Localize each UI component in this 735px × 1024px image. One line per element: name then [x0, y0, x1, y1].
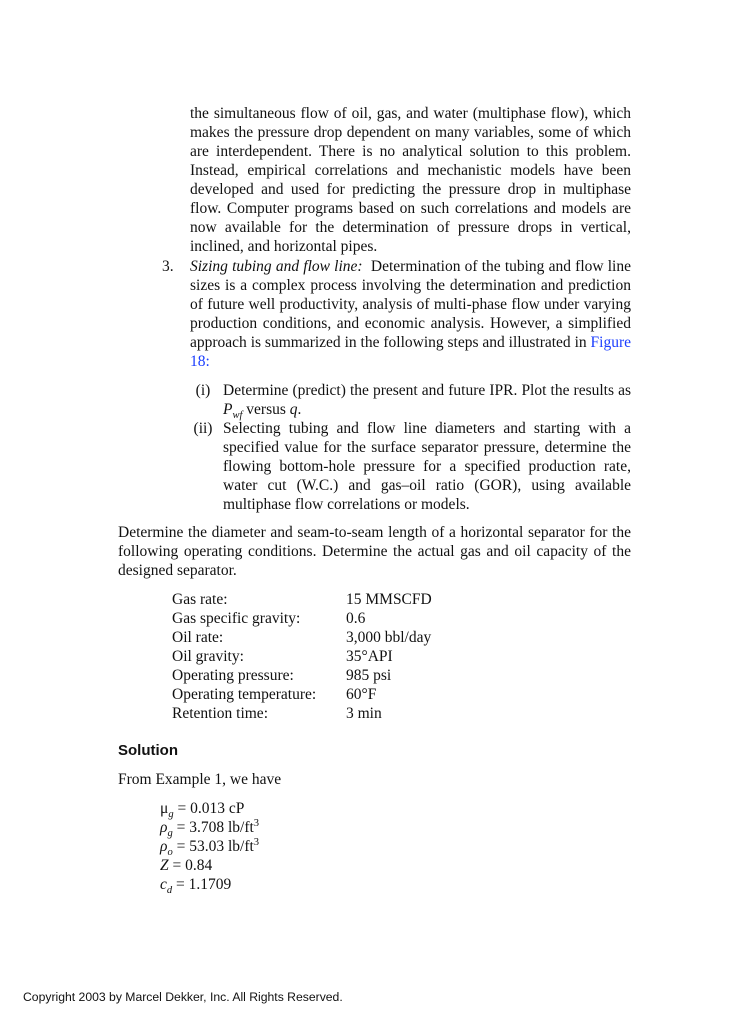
list-item-3 — [162, 257, 631, 371]
solution-heading: Solution — [118, 742, 178, 759]
condition-value: 3 min — [346, 705, 382, 723]
from-example-text: From Example 1, we have — [118, 771, 282, 788]
list-item-text: Determination of the tubing and flow line sizes is a complex process involving the determination and prediction of future well productivity, analysis of multi-phase flow under varying production conditions, and economic analysis. However, a simplified approach is summarized in the following steps and illustrated in — [190, 258, 631, 352]
continued-paragraph: the simultaneous flow of oil, gas, and water (multiphase flow), which makes the pressure drop dependent on many variables, some of which are interdependent. There is no analytical solution to this problem. Instead, empirical correlations and mechanistic models have been developed and used for predicting the pressure drop in multiphase flow. Computer programs based on such correlations and models are now available for the determination of pressure drops in vertical, inclined, and horizontal pipes. — [190, 105, 631, 256]
sub-item-text: Determine (predict) the present and future IPR. Plot the results as — [223, 382, 631, 399]
operating-conditions-table — [172, 590, 432, 723]
sub-item-ii — [185, 419, 631, 514]
sub-item-text-mid: versus — [246, 401, 286, 419]
list-item-body — [190, 257, 631, 371]
table-row — [172, 704, 432, 723]
condition-label: Operating temperature: — [172, 686, 317, 704]
sub-item-body: Determine (predict) the present and future IPR. Plot the results as $P_{wf}$ versus q. — [223, 382, 631, 422]
condition-label: Retention time: — [172, 705, 268, 723]
sub-item-numeral: (i) — [195, 382, 211, 399]
condition-label: Gas specific gravity: — [172, 610, 301, 628]
condition-value: 35°API — [346, 648, 393, 666]
variable-line: $c_d = 1.1709$ — [160, 876, 232, 897]
table-row — [172, 590, 432, 609]
condition-value: 985 psi — [346, 667, 392, 685]
condition-value: 3,000 bbl/day — [346, 629, 432, 647]
condition-label: Gas rate: — [172, 591, 228, 608]
condition-label: Oil rate: — [172, 629, 224, 647]
table-row — [172, 685, 432, 704]
condition-value: 0.6 — [346, 610, 366, 628]
copyright-footer: Copyright 2003 by Marcel Dekker, Inc. All Rights Reserved. — [23, 990, 343, 1004]
condition-value: 60°F — [346, 686, 377, 704]
list-item-title: Sizing tubing and flow line: — [190, 258, 363, 275]
variable-line: Z = 0.84 — [160, 857, 213, 875]
condition-value: 15 MMSCFD — [346, 591, 432, 608]
variable-line: $\rho_g = 3.708$ $lb/ft^3$ — [160, 817, 260, 840]
q-variable: q — [289, 401, 298, 419]
condition-label: Operating pressure: — [172, 667, 294, 685]
table-row — [172, 647, 432, 666]
sub-item-numeral: (ii) — [193, 420, 213, 437]
table-row — [172, 628, 432, 647]
table-row — [172, 666, 432, 685]
pwf-variable: $P_{wf}$ — [223, 401, 243, 422]
variable-line: $\mu_g = 0.013$ cP — [160, 800, 245, 821]
variable-line: $\rho_o = 53.03$ $lb/ft^3$ — [160, 836, 260, 859]
problem-statement: Determine the diameter and seam-to-seam length of a horizontal separator for the following operating conditions. Determine the actual gas and oil capacity of the designed separator. — [118, 524, 631, 580]
table-row — [172, 609, 432, 628]
list-item-number: 3. — [162, 258, 174, 275]
condition-label: Oil gravity: — [172, 648, 244, 666]
given-variables — [160, 799, 260, 897]
figure-18-link[interactable]: Figure 18: — [190, 334, 631, 371]
sub-item-body: Selecting tubing and flow line diameters and starting with a specified value for the surface separator pressure, determine the flowing bottom-hole pressure for a specified production rate, water cut (W.C.) and gas–oil ratio (GOR), using available multiphase flow correlations or models. — [223, 420, 631, 514]
sub-item-i — [185, 381, 631, 422]
